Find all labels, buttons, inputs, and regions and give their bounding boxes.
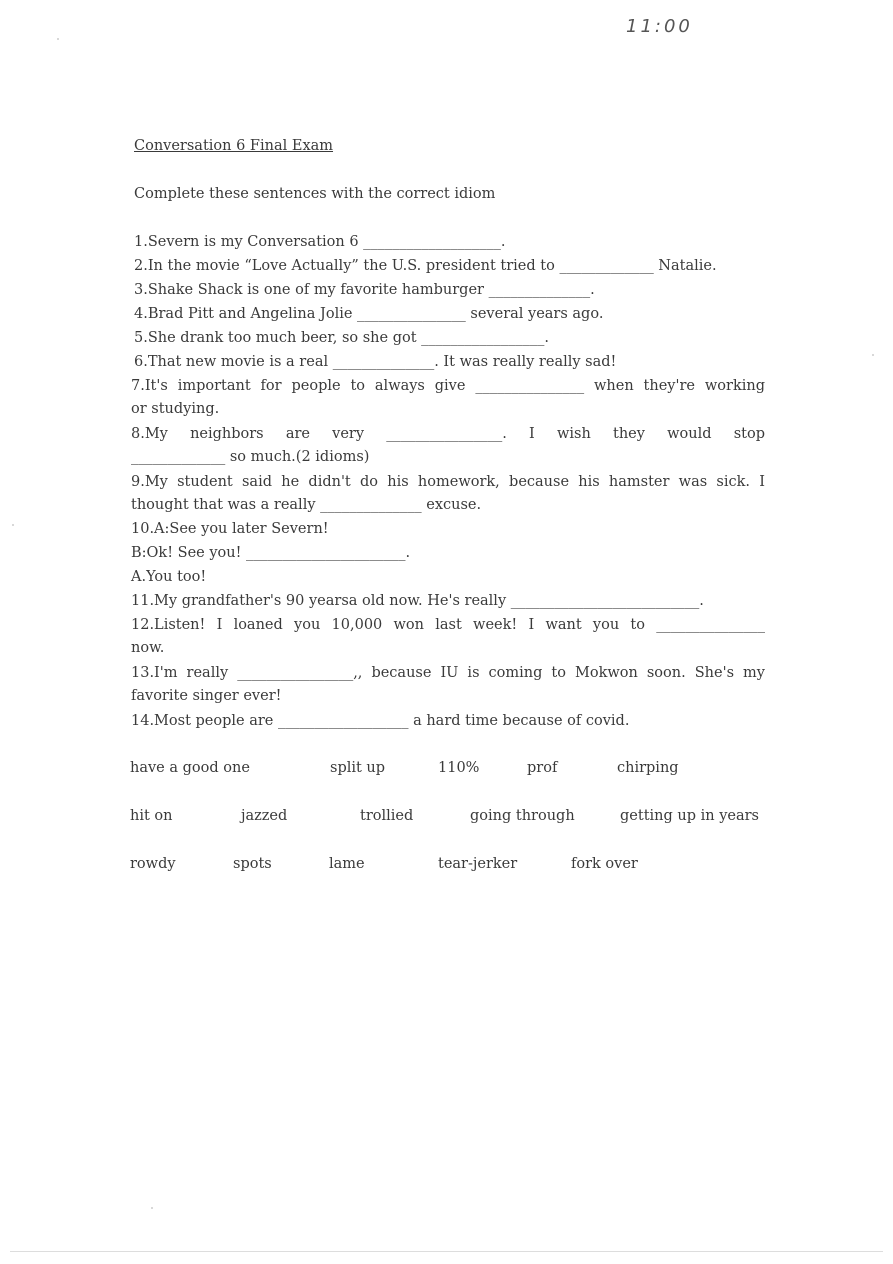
question-10-line-2: B:Ok! See you! ______________________. (131, 545, 411, 561)
question-4: 4.Brad Pitt and Angelina Jolie _______________ several years ago. (134, 306, 604, 322)
question-12-line-2: now. (131, 640, 165, 656)
question-8-line-2: _____________ so much.(2 idioms) (131, 449, 370, 465)
question-7-line-2: or studying. (131, 401, 220, 417)
page-title: Conversation 6 Final Exam (134, 138, 334, 154)
scan-speck (12, 524, 14, 526)
word-bank-item: lame (329, 856, 365, 872)
word-bank-item: 110% (438, 760, 480, 776)
question-11: 11.My grandfather's 90 yearsa old now. He's really __________________________. (131, 593, 704, 609)
word-bank-item: going through (470, 808, 575, 824)
question-10-line-3: A.You too! (131, 569, 207, 585)
word-bank-item: jazzed (241, 808, 288, 824)
word-bank-item: tear-jerker (438, 856, 518, 872)
word-bank-item: fork over (571, 856, 638, 872)
scan-speck (151, 1207, 153, 1209)
question-1: 1.Severn is my Conversation 6 ___________________. (134, 234, 506, 250)
instructions: Complete these sentences with the correct idiom (134, 186, 496, 202)
word-bank-item: have a good one (130, 760, 250, 776)
question-8-line-1: 8.My neighbors are very ________________. I wish they would stop (131, 426, 765, 442)
question-5: 5.She drank too much beer, so she got _________________. (134, 330, 549, 346)
question-9-line-1: 9.My student said he didn't do his homework, because his hamster was sick. I (131, 474, 765, 490)
word-bank-item: getting up in years (620, 808, 759, 824)
word-bank-item: chirping (617, 760, 679, 776)
question-2: 2.In the movie “Love Actually” the U.S. president tried to _____________ Natalie. (134, 258, 717, 274)
question-13-line-2: favorite singer ever! (131, 688, 282, 704)
scan-speck (57, 38, 59, 40)
word-bank-item: hit on (130, 808, 173, 824)
word-bank-item: split up (330, 760, 386, 776)
question-14: 14.Most people are __________________ a hard time because of covid. (131, 713, 630, 729)
question-6: 6.That new movie is a real ______________. It was really really sad! (134, 354, 617, 370)
word-bank-item: prof (527, 760, 558, 776)
word-bank-item: rowdy (130, 856, 176, 872)
question-13-line-1: 13.I'm really ________________,, because IU is coming to Mokwon soon. She's my (131, 665, 765, 681)
question-3: 3.Shake Shack is one of my favorite hamburger ______________. (134, 282, 595, 298)
question-12-line-1: 12.Listen! I loaned you 10,000 won last week! I want you to _______________ (131, 617, 765, 633)
word-bank-item: trollied (360, 808, 414, 824)
question-10-line-1: 10.A:See you later Severn! (131, 521, 329, 537)
scan-speck (872, 354, 874, 356)
word-bank-item: spots (233, 856, 272, 872)
scan-edge-line (10, 1251, 883, 1252)
question-7-line-1: 7.It's important for people to always give _______________ when they're working (131, 378, 765, 394)
handwritten-time-note: 11:00 (626, 16, 693, 37)
question-9-line-2: thought that was a really ______________ excuse. (131, 497, 482, 513)
